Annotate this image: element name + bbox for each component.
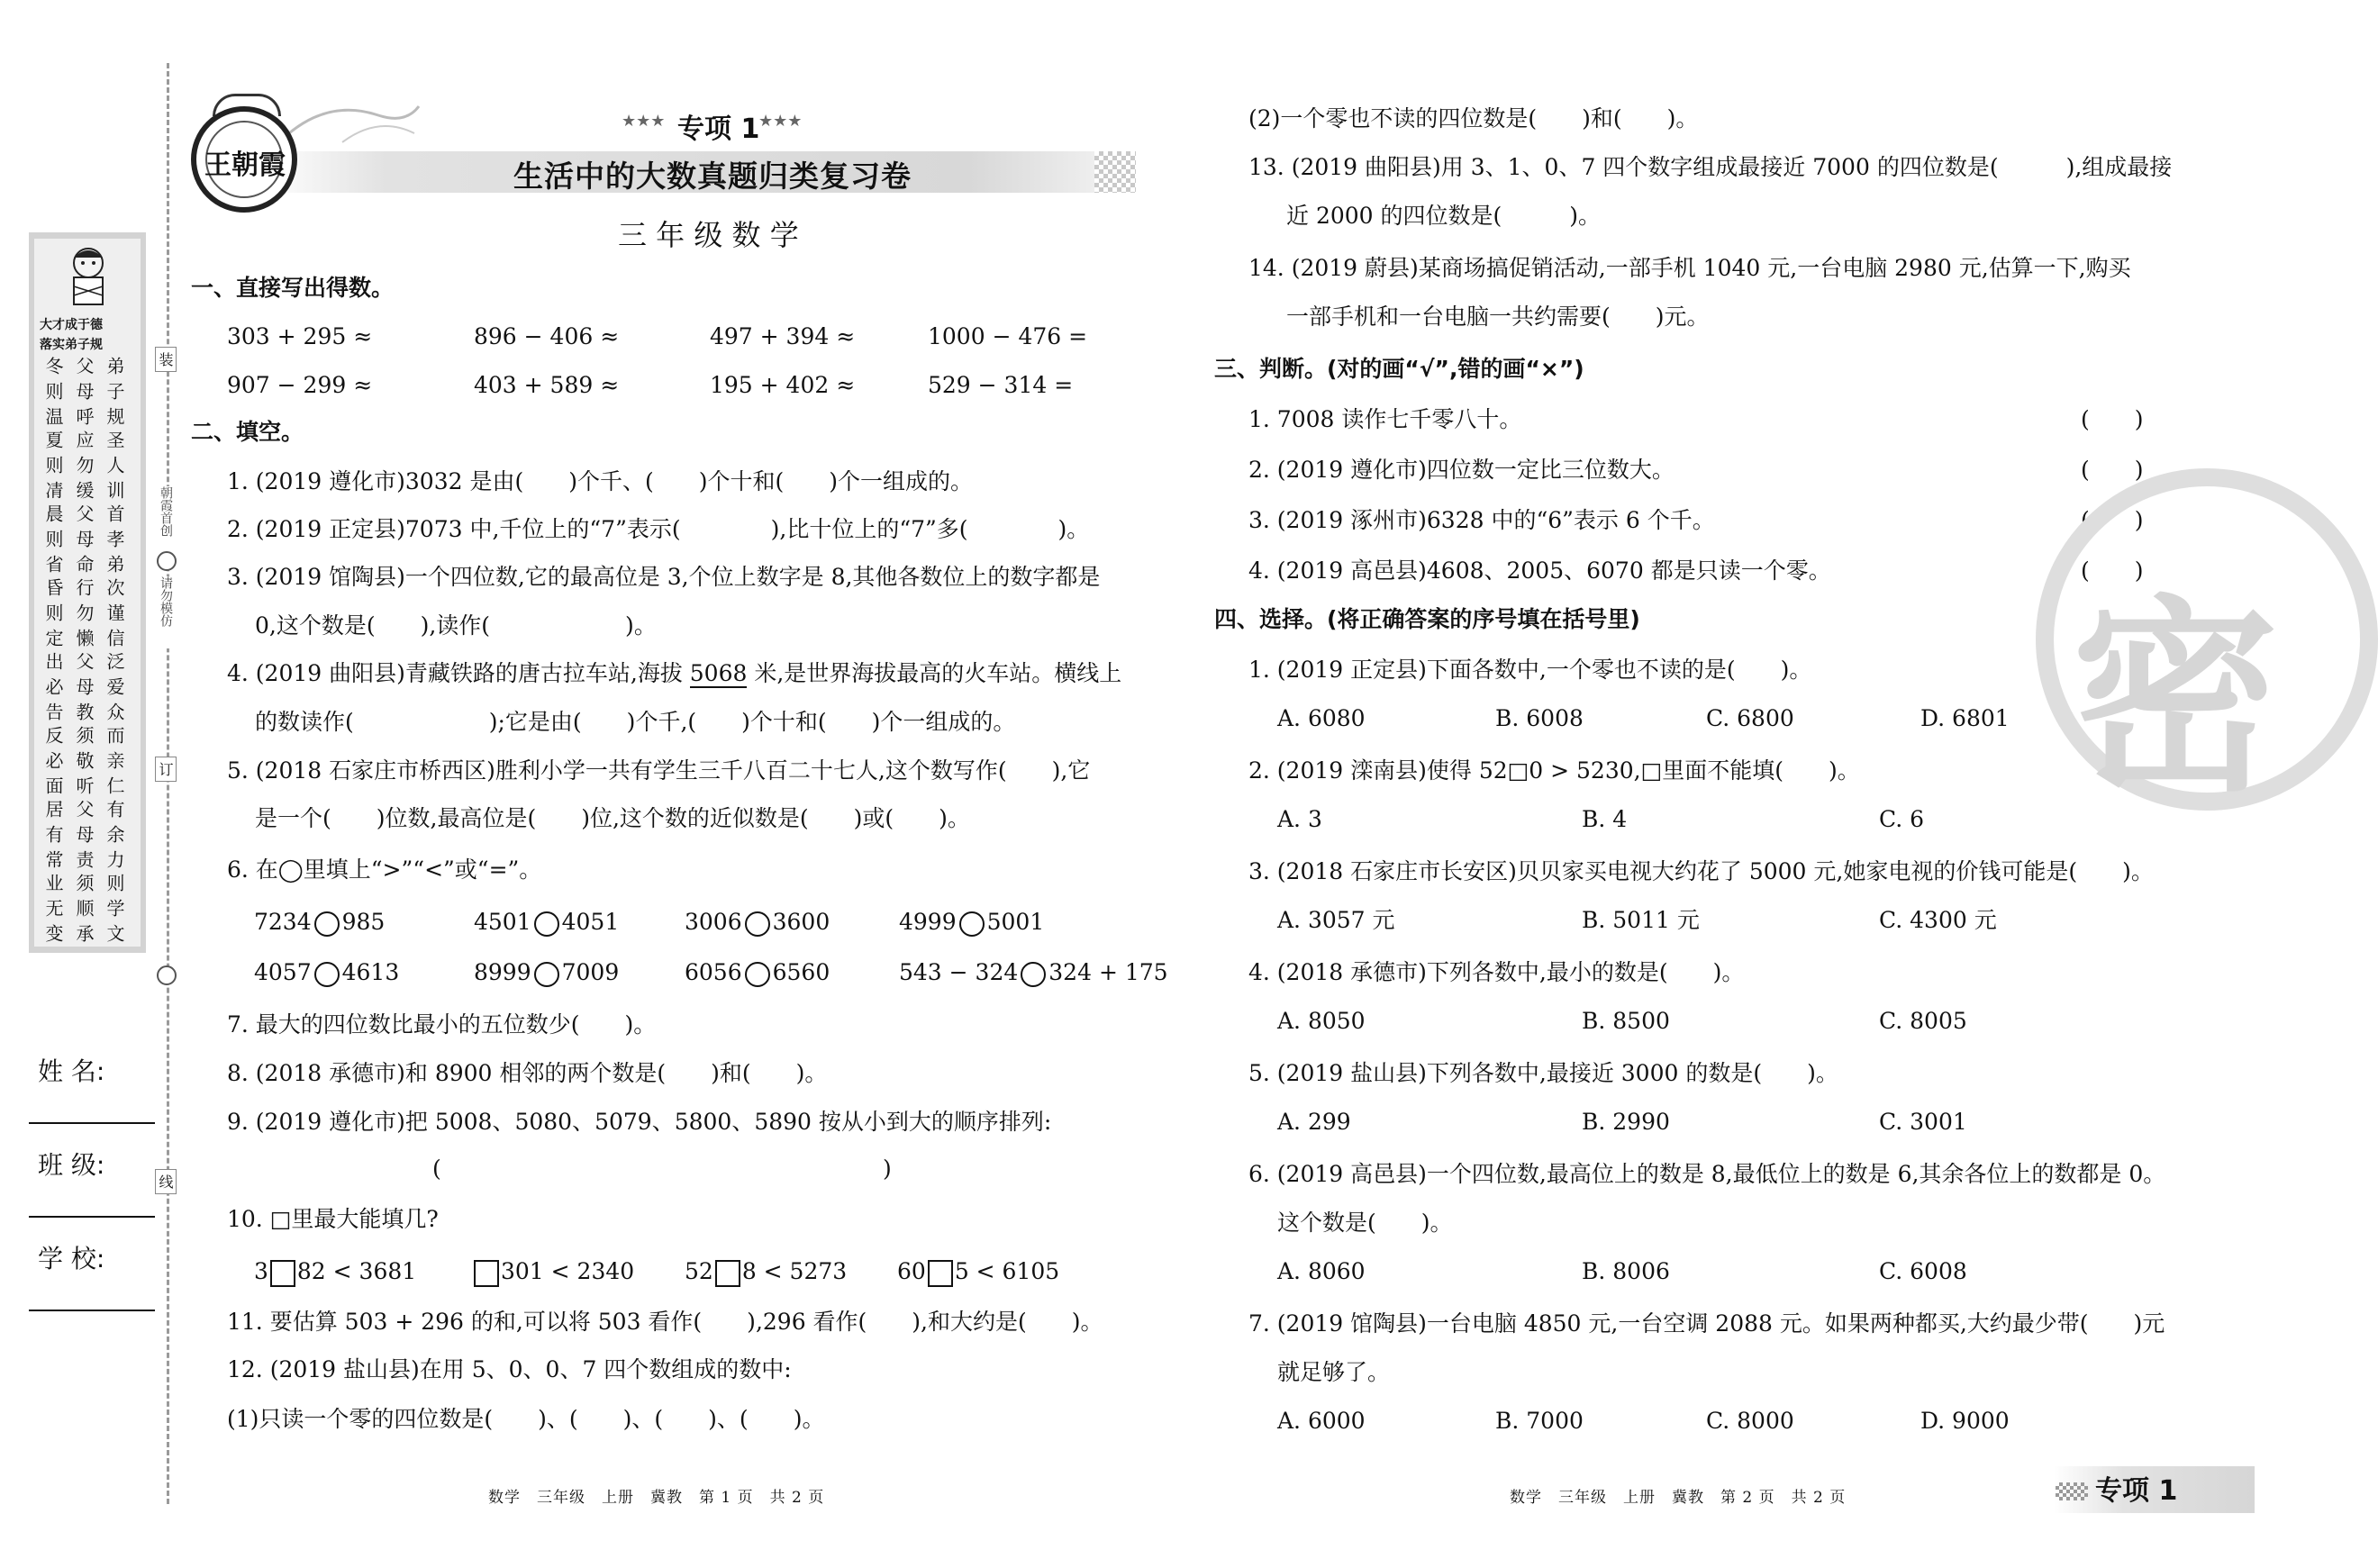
compare-right: 4613 <box>341 959 400 985</box>
question-2-12-2: (2)一个零也不读的四位数是( )和( )。 <box>1248 105 1699 131</box>
choice-option[interactable]: B. 6008 <box>1495 705 1584 731</box>
question-2-5a: 5. (2018 石家庄市桥西区)胜利小学一共有学生三千八百二十七人,这个数写作( ),它 <box>227 757 1091 784</box>
oral-calc-item: 896 − 406 ≈ <box>474 323 620 349</box>
choice-option[interactable]: B. 7000 <box>1495 1408 1584 1434</box>
compare-item <box>254 956 399 989</box>
compare-item <box>685 956 830 989</box>
footer-tab-label: 专项 1 <box>2095 1475 2178 1507</box>
compare-left: 8999 <box>474 959 531 985</box>
compare-circle[interactable] <box>534 911 559 937</box>
choice-option[interactable]: C. 4300 元 <box>1879 907 1997 933</box>
page-title: 生活中的大数真题归类复习卷 <box>513 159 912 194</box>
verse-column: 次谨信 <box>104 578 125 654</box>
compare-right: 5001 <box>986 909 1045 935</box>
motto-line-2: 落实弟子规 <box>40 338 103 352</box>
verse-column: 业无变 <box>42 874 64 949</box>
compare-item <box>685 906 830 938</box>
section-1-heading: 一、直接写出得数。 <box>191 275 395 301</box>
compare-right: 4051 <box>561 909 620 935</box>
compare-item <box>899 956 1168 989</box>
box-fill-prefix: 52 <box>685 1258 713 1284</box>
oral-calc-item: 497 + 394 ≈ <box>710 323 856 349</box>
school-field[interactable] <box>29 1310 155 1311</box>
q4-text-post: 米,是世界海拔最高的火车站。横线上 <box>747 660 1122 686</box>
choice-option[interactable]: D. 9000 <box>1920 1408 2010 1434</box>
choice-option[interactable]: D. 6801 <box>1920 705 2010 731</box>
verse-column: 弟子规 <box>104 357 125 432</box>
choice-option[interactable]: B. 8006 <box>1582 1258 1670 1284</box>
question-2-5b: 是一个( )位数,最高位是( )位,这个数的近似数是( )或( )。 <box>255 805 970 831</box>
class-field[interactable] <box>29 1216 155 1218</box>
box-fill-suffix: 301 < 2340 <box>501 1258 635 1284</box>
stars-right: ★★★ <box>758 112 803 131</box>
footer-left: 数学 三年级 上册 冀教 第 1 页 共 2 页 <box>488 1489 825 1507</box>
compare-circle[interactable] <box>314 911 340 937</box>
question-2-3a: 3. (2019 馆陶县)一个四位数,它的最高位是 3,个位上数字是 8,其他各数位上的数字都是 <box>227 564 1101 590</box>
compare-item <box>899 906 1044 938</box>
choice-option[interactable]: A. 6000 <box>1277 1408 1366 1434</box>
box-fill-item <box>472 1255 634 1288</box>
binding-dashed-line <box>167 63 169 1504</box>
question-2-3b: 0,这个数是( ),读作( )。 <box>255 612 657 639</box>
verse-column: 出必告 <box>42 652 64 728</box>
oral-calc-item: 529 − 314 = <box>928 372 1074 398</box>
question-2-4a <box>227 657 1121 690</box>
question-2-2: 2. (2019 正定县)7073 中,千位上的“7”表示( ),比十位上的“7”多( )。 <box>227 516 1090 542</box>
q4-underlined-number: 5068 <box>689 660 748 686</box>
judge-answer-slot[interactable]: ( ) <box>2081 457 2144 483</box>
compare-left: 6056 <box>685 959 742 985</box>
compare-item <box>254 906 385 938</box>
binding-hole-2 <box>157 965 177 985</box>
question-2-14a: 14. (2019 蔚县)某商场搞促销活动,一部手机 1040 元,一台电脑 2980 元,估算一下,购买 <box>1248 255 2131 281</box>
choice-option[interactable]: C. 8005 <box>1879 1008 1967 1034</box>
verse-column: 应勿缓 <box>73 431 95 506</box>
judge-item: 2. (2019 遵化市)四位数一定比三位数大。 <box>1248 457 1675 483</box>
compare-right: 7009 <box>561 959 620 985</box>
judge-item: 3. (2019 涿州市)6328 中的“6”表示 6 个千。 <box>1248 507 1715 533</box>
name-label: 姓 名: <box>38 1056 105 1086</box>
judge-answer-slot[interactable]: ( ) <box>2081 507 2144 533</box>
fill-box[interactable] <box>928 1260 953 1287</box>
choice-question: 4. (2018 承德市)下列各数中,最小的数是( )。 <box>1248 959 1745 985</box>
binding-label-ding: 订 <box>155 757 177 782</box>
compare-right: 985 <box>341 909 386 935</box>
verse-column: 居有常 <box>42 800 64 875</box>
compare-item <box>474 956 619 989</box>
choice-question: 3. (2018 石家庄市长安区)贝贝家买电视大约花了 5000 元,她家电视的价钱可能是( )。 <box>1248 858 2154 884</box>
footer-tab-pattern <box>2056 1482 2088 1500</box>
verse-column: 则学文 <box>104 874 125 949</box>
choice-question: 1. (2019 正定县)下面各数中,一个零也不读的是( )。 <box>1248 657 1812 683</box>
binding-label-zhuang: 装 <box>155 347 177 372</box>
verse-column: 须敬听 <box>73 726 95 802</box>
oral-calc-item: 403 + 589 ≈ <box>474 372 620 398</box>
choice-option[interactable]: A. 6080 <box>1277 705 1366 731</box>
binding-hole-1 <box>157 551 177 571</box>
fill-box[interactable] <box>474 1260 499 1287</box>
compare-right: 6560 <box>772 959 830 985</box>
box-fill-prefix: 3 <box>254 1258 268 1284</box>
verse-column: 行勿懒 <box>73 578 95 654</box>
compare-left: 543 − 324 <box>899 959 1019 985</box>
box-fill-item <box>897 1255 1059 1288</box>
box-fill-suffix: 82 < 3681 <box>296 1258 417 1284</box>
choice-question-cont: 这个数是( )。 <box>1277 1210 1453 1236</box>
choice-option[interactable]: C. 8000 <box>1706 1408 1794 1434</box>
fill-box[interactable] <box>270 1260 295 1287</box>
question-2-10: 10. □里最大能填几? <box>227 1206 439 1232</box>
student-figure-icon <box>43 241 133 313</box>
compare-circle[interactable] <box>534 962 559 987</box>
judge-item: 1. 7008 读作七千零八十。 <box>1248 406 1522 432</box>
series-label: 专项 1 <box>677 113 760 145</box>
verse-column: 首孝弟 <box>104 504 125 580</box>
choice-question: 5. (2019 盐山县)下列各数中,最接近 3000 的数是( )。 <box>1248 1060 1838 1086</box>
question-2-11: 11. 要估算 503 + 296 的和,可以将 503 看作( ),296 看作( ),和大约是( )。 <box>227 1309 1103 1335</box>
oral-calc-item: 1000 − 476 = <box>928 323 1088 349</box>
verse-column: 夏则凊 <box>42 431 64 506</box>
compare-left: 4501 <box>474 909 531 935</box>
choice-option[interactable]: C. 6008 <box>1879 1258 1967 1284</box>
verse-column: 有余力 <box>104 800 125 875</box>
box-fill-prefix: 60 <box>897 1258 926 1284</box>
logo-text: 王朝霞 <box>204 150 286 181</box>
box-fill-item <box>685 1255 847 1288</box>
q9-close-paren: ) <box>883 1156 892 1182</box>
choice-option[interactable]: B. 2990 <box>1582 1109 1670 1135</box>
question-2-7: 7. 最大的四位数比最小的五位数少( )。 <box>227 1011 657 1038</box>
judge-answer-slot[interactable]: ( ) <box>2081 557 2144 584</box>
question-2-8: 8. (2018 承德市)和 8900 相邻的两个数是( )和( )。 <box>227 1060 828 1086</box>
box-fill-suffix: 5 < 6105 <box>954 1258 1060 1284</box>
oral-calc-item: 303 + 295 ≈ <box>227 323 373 349</box>
page-subtitle: 三 年 级 数 学 <box>618 218 799 252</box>
choice-question: 2. (2019 滦南县)使得 52□0 > 5230,□里面不能填( )。 <box>1248 757 1860 784</box>
oral-calc-item: 907 − 299 ≈ <box>227 372 373 398</box>
binding-text-1: 朝霞首创 <box>155 486 175 558</box>
verse-column: 晨则省 <box>42 504 64 580</box>
choice-option[interactable]: A. 8050 <box>1277 1008 1366 1034</box>
oral-calc-item: 195 + 402 ≈ <box>710 372 856 398</box>
question-2-12: 12. (2019 盐山县)在用 5、0、0、7 四个数组成的数中: <box>227 1356 792 1382</box>
choice-option[interactable]: B. 5011 元 <box>1582 907 1700 933</box>
box-fill-item <box>254 1255 416 1288</box>
choice-option[interactable]: C. 3001 <box>1879 1109 1967 1135</box>
choice-question-cont: 就足够了。 <box>1277 1359 1391 1385</box>
secret-stamp-glyph: 密 <box>2072 579 2280 820</box>
choice-option[interactable]: A. 3057 元 <box>1277 907 1395 933</box>
compare-right: 324 + 175 <box>1048 959 1168 985</box>
verse-column: 父母教 <box>73 652 95 728</box>
compare-circle[interactable] <box>314 962 340 987</box>
motto-line-1: 大才成于德 <box>40 318 103 332</box>
verse-column: 昏则定 <box>42 578 64 654</box>
question-2-9: 9. (2019 遵化市)把 5008、5080、5079、5800、5890 按从小到大的顺序排列: <box>227 1109 1052 1135</box>
footer-right: 数学 三年级 上册 冀教 第 2 页 共 2 页 <box>1510 1489 1847 1507</box>
banner-pattern <box>1094 151 1136 193</box>
choice-option[interactable]: C. 6 <box>1879 806 1925 832</box>
verse-column: 冬则温 <box>42 357 64 432</box>
fill-box[interactable] <box>715 1260 740 1287</box>
compare-item <box>474 906 619 938</box>
section-4-heading: 四、选择。(将正确答案的序号填在括号里) <box>1214 606 1640 632</box>
school-label: 学 校: <box>38 1244 105 1273</box>
judge-item: 4. (2019 高邑县)4608、2005、6070 都是只读一个零。 <box>1248 557 1831 584</box>
compare-right: 3600 <box>772 909 830 935</box>
question-2-4b: 的数读作( );它是由( )个千,( )个十和( )个一组成的。 <box>255 709 1016 735</box>
verse-column: 父母命 <box>73 504 95 580</box>
choice-option[interactable]: B. 8500 <box>1582 1008 1670 1034</box>
compare-left: 7234 <box>254 909 312 935</box>
question-2-13a: 13. (2019 曲阳县)用 3、1、0、7 四个数字组成最接近 7000 的四位数是( ),组成最接 <box>1248 154 2173 180</box>
verse-column: 泛爱众 <box>104 652 125 728</box>
name-field[interactable] <box>29 1122 155 1124</box>
q9-open-paren: ( <box>432 1156 441 1182</box>
compare-circle[interactable] <box>745 962 770 987</box>
compare-left: 4057 <box>254 959 312 985</box>
question-2-6: 6. 在◯里填上“>”“<”或“=”。 <box>227 857 542 883</box>
box-fill-suffix: 8 < 5273 <box>741 1258 848 1284</box>
choice-option[interactable]: A. 8060 <box>1277 1258 1366 1284</box>
question-2-12-1: (1)只读一个零的四位数是( )、( )、( )、( )。 <box>227 1406 825 1432</box>
section-3-heading: 三、判断。(对的画“√”,错的画“×”) <box>1214 356 1584 382</box>
choice-option[interactable]: B. 4 <box>1582 806 1628 832</box>
choice-option[interactable]: A. 299 <box>1277 1109 1351 1135</box>
compare-circle[interactable] <box>959 911 985 937</box>
question-2-14b: 一部手机和一台电脑一共约需要( )元。 <box>1286 304 1710 330</box>
verse-column: 须顺承 <box>73 874 95 949</box>
compare-left: 3006 <box>685 909 742 935</box>
compare-circle[interactable] <box>1021 962 1046 987</box>
choice-question: 7. (2019 馆陶县)一台电脑 4850 元,一台空调 2088 元。如果两种都买,大约最少带( )元 <box>1248 1310 2165 1337</box>
verse-column: 父母呼 <box>73 357 95 432</box>
stars-left: ★★★ <box>622 112 666 131</box>
section-2-heading: 二、填空。 <box>191 419 304 445</box>
choice-option[interactable]: A. 3 <box>1277 806 1322 832</box>
question-2-13b: 近 2000 的四位数是( )。 <box>1286 203 1602 229</box>
choice-question: 6. (2019 高邑县)一个四位数,最高位上的数是 8,最低位上的数是 6,其余各位上的数都是 0。 <box>1248 1161 2166 1187</box>
compare-circle[interactable] <box>745 911 770 937</box>
choice-option[interactable]: C. 6800 <box>1706 705 1794 731</box>
compare-left: 4999 <box>899 909 957 935</box>
q4-text-pre: 4. (2019 曲阳县)青藏铁路的唐古拉车站,海拔 <box>227 660 690 686</box>
verse-column: 而亲仁 <box>104 726 125 802</box>
verse-column: 父母责 <box>73 800 95 875</box>
class-label: 班 级: <box>38 1150 105 1180</box>
verse-column: 圣人训 <box>104 431 125 506</box>
verse-column: 反必面 <box>42 726 64 802</box>
binding-text-2: 请勿模仿 <box>155 576 175 648</box>
binding-label-xian: 线 <box>155 1169 177 1194</box>
judge-answer-slot[interactable]: ( ) <box>2081 406 2144 432</box>
question-2-1: 1. (2019 遵化市)3032 是由( )个千、( )个十和( )个一组成的。 <box>227 468 973 494</box>
